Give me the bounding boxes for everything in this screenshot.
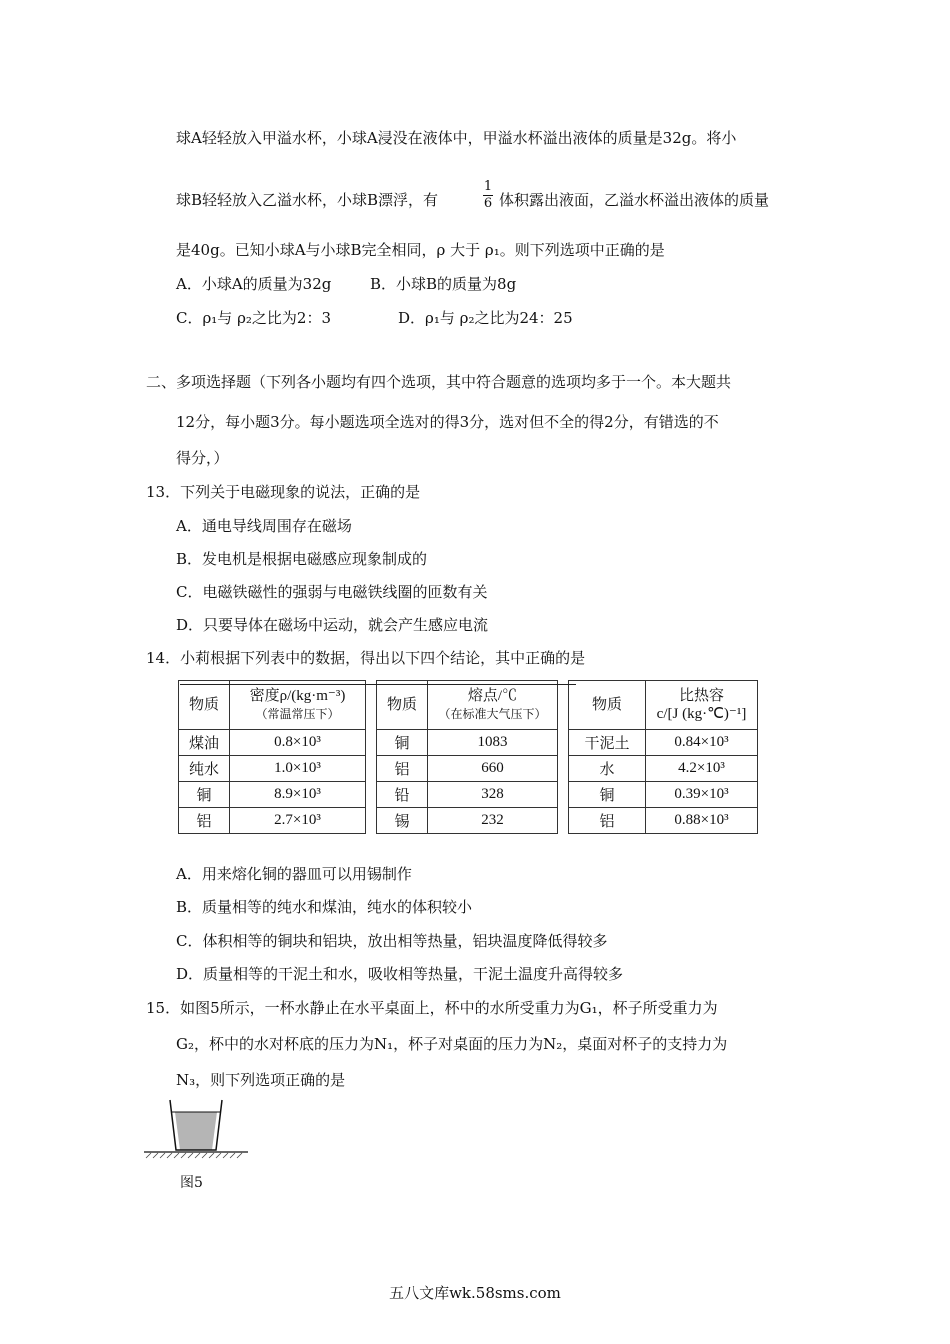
- table-row: [569, 808, 758, 834]
- fraction-denominator: 6: [483, 196, 493, 211]
- q15-line3: N₃，则下列选项正确的是: [176, 1071, 346, 1089]
- melting-point-table: [376, 680, 558, 834]
- fraction-one-sixth: [480, 180, 496, 211]
- table-cell: 煤油: [179, 730, 230, 756]
- table-hatching: [146, 1153, 242, 1158]
- table-row: [377, 730, 558, 756]
- q13-option-d: D．只要导体在磁场中运动，就会产生感应电流: [176, 616, 489, 634]
- q14-stem: 14．小莉根据下列表中的数据，得出以下四个结论，其中正确的是: [146, 649, 586, 667]
- q14-option-a: A．用来熔化铜的器皿可以用锡制作: [176, 865, 412, 883]
- q14-option-b: B．质量相等的纯水和煤油，纯水的体积较小: [176, 898, 473, 916]
- table-cell: 纯水: [179, 756, 230, 782]
- table-cell: 铝: [179, 808, 230, 834]
- table-cell: 660: [428, 756, 558, 782]
- heat-table-header-capacity: [646, 681, 758, 730]
- section2-line2: 12分，每小题3分。每小题选项全选对的得3分，选对但不全的得2分，有错选的不: [176, 413, 719, 431]
- density-table-header-density: [230, 681, 366, 730]
- q12-option-b: B．小球B的质量为8g: [370, 275, 517, 293]
- table-row: [377, 782, 558, 808]
- q12-option-c: C．ρ₁与 ρ₂之比为2：3: [176, 309, 331, 327]
- figure-label: 图5: [180, 1175, 203, 1191]
- melting-header-note: （在标准大气压下）: [438, 707, 547, 721]
- table-cell: 铅: [377, 782, 428, 808]
- density-table-header-substance: 物质: [179, 681, 230, 730]
- density-table: [178, 680, 366, 834]
- table-row: [179, 756, 366, 782]
- table-cell: 232: [428, 808, 558, 834]
- table-row: [569, 782, 758, 808]
- table-overline-artifact: [180, 684, 576, 685]
- section2-line3: 得分，）: [176, 449, 229, 467]
- q12-option-d: D．ρ₁与 ρ₂之比为24：25: [398, 309, 573, 327]
- table-cell: 干泥土: [569, 730, 646, 756]
- table-cell: 328: [428, 782, 558, 808]
- q13-stem: 13．下列关于电磁现象的说法，正确的是: [146, 483, 421, 501]
- melting-table-header-substance: 物质: [377, 681, 428, 730]
- table-cell: 铝: [569, 808, 646, 834]
- q12-option-a: A．小球A的质量为32g: [176, 275, 332, 293]
- table-cell: 0.84×10³: [646, 730, 758, 756]
- page-footer: 五八文库wk.58sms.com: [389, 1284, 561, 1302]
- heat-header-label: 比热容: [678, 688, 724, 704]
- table-cell: 4.2×10³: [646, 756, 758, 782]
- heat-header-unit: c/[J (kg·℃)⁻¹]: [656, 706, 747, 722]
- table-cell: 2.7×10³: [230, 808, 366, 834]
- specific-heat-table: [568, 680, 758, 834]
- melting-header-label: 熔点/℃: [467, 688, 518, 704]
- heat-table-header-substance: 物质: [569, 681, 646, 730]
- table-cell: 铜: [569, 782, 646, 808]
- table-cell: 铜: [179, 782, 230, 808]
- q14-option-d: D．质量相等的干泥土和水，吸收相等热量，干泥土温度升高得较多: [176, 965, 624, 983]
- q12-line1: 球A轻轻放入甲溢水杯，小球A浸没在液体中，甲溢水杯溢出液体的质量是32g。将小: [176, 129, 737, 147]
- table-cell: 锡: [377, 808, 428, 834]
- table-cell: 水: [569, 756, 646, 782]
- table-cell: 铜: [377, 730, 428, 756]
- section2-line1: 二、多项选择题（下列各小题均有四个选项，其中符合题意的选项均多于一个。本大题共: [146, 373, 732, 391]
- table-cell: 8.9×10³: [230, 782, 366, 808]
- density-header-label: 密度ρ/(kg·m⁻³): [249, 688, 346, 704]
- table-cell: 1.0×10³: [230, 756, 366, 782]
- q12-line3: 是40g。已知小球A与小球B完全相同，ρ 大于 ρ₁。则下列选项中正确的是: [176, 241, 665, 259]
- q14-option-c: C．体积相等的铜块和铝块，放出相等热量，铝块温度降低得较多: [176, 932, 608, 950]
- table-row: [569, 756, 758, 782]
- q12-line2a: 球B轻轻放入乙溢水杯，小球B漂浮，有: [176, 191, 439, 209]
- table-row: [179, 782, 366, 808]
- table-row: [179, 730, 366, 756]
- q13-option-b: B．发电机是根据电磁感应现象制成的: [176, 550, 428, 568]
- melting-table-header-point: [428, 681, 558, 730]
- table-row: [377, 756, 558, 782]
- density-header-note: （常温常压下）: [255, 707, 340, 721]
- table-cell: 0.8×10³: [230, 730, 366, 756]
- water-fill: [175, 1112, 217, 1150]
- q12-line2b: 体积露出液面，乙溢水杯溢出液体的质量: [499, 191, 770, 209]
- q15-line2: G₂，杯中的水对杯底的压力为N₁，杯子对桌面的压力为N₂，桌面对杯子的支持力为: [176, 1035, 728, 1053]
- q13-option-c: C．电磁铁磁性的强弱与电磁铁线圈的匝数有关: [176, 583, 488, 601]
- fraction-numerator: 1: [483, 179, 493, 194]
- q13-option-a: A．通电导线周围存在磁场: [176, 517, 352, 535]
- table-cell: 铝: [377, 756, 428, 782]
- table-cell: 0.39×10³: [646, 782, 758, 808]
- q15-line1: 15．如图5所示，一杯水静止在水平桌面上，杯中的水所受重力为G₁，杯子所受重力为: [146, 999, 718, 1017]
- cup-of-water-figure: [144, 1098, 248, 1162]
- table-row: [569, 730, 758, 756]
- table-cell: 0.88×10³: [646, 808, 758, 834]
- table-row: [179, 808, 366, 834]
- table-row: [377, 808, 558, 834]
- table-cell: 1083: [428, 730, 558, 756]
